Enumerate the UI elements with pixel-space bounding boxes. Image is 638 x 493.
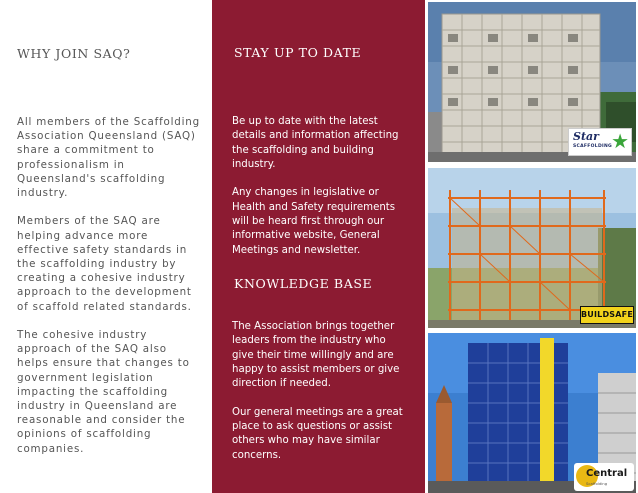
right-column — [425, 0, 638, 493]
buildsafe-logo: BUILDSAFE — [580, 306, 634, 324]
why-join-paragraph-3: The cohesive industry approach of the SAQ also helps ensure that changes to government legislation impacting the scaffolding industry in Queensland are reasonable and consider the opinions of scaffolding companies. — [17, 329, 190, 455]
stay-up-to-date-paragraph-1: Be up to date with the latest details and information affecting the scaffolding and building industry. — [232, 116, 399, 170]
why-join-paragraph-2: Members of the SAQ are helping advance more effective safety standards in the scaffolding industry by creating a cohesive industry approach to the development of scaffold related standards. — [17, 215, 192, 313]
star-logo-title: Star — [573, 130, 599, 143]
stay-up-to-date-paragraph-2: Any changes in legislative or Health and Safety requirements will be heard first through our informative website, General Meetings and newsletter. — [232, 187, 396, 256]
knowledge-base-paragraph-1: The Association brings together leaders from the industry who give their time willingly and are happy to assist members or give direction if needed. — [232, 321, 400, 390]
knowledge-base-body — [232, 320, 407, 477]
knowledge-base-paragraph-2: Our general meetings are a great place to ask questions or assist others who may have similar concerns. — [232, 406, 403, 461]
why-join-heading: WHY JOIN SAQ? — [17, 46, 131, 61]
stay-up-to-date-heading: STAY UP TO DATE — [234, 45, 362, 60]
central-logo-title: Central — [586, 468, 628, 479]
star-scaffolding-logo — [568, 128, 632, 156]
star-logo-subtitle: SCAFFOLDING — [573, 144, 613, 149]
scaffold-building-photo-3 — [428, 333, 636, 493]
star-icon: ★ — [611, 129, 629, 153]
central-scaffolding-logo — [574, 463, 634, 491]
central-logo-subtitle: Scaffolding — [586, 481, 608, 486]
scaffold-building-photo-2 — [428, 168, 636, 328]
why-join-paragraph-1: All members of the Scaffolding Association Queensland (SAQ) share a commitment to professionalism in Queensland's scaffolding industry. — [17, 116, 200, 200]
left-column — [0, 0, 212, 493]
scaffold-building-photo-1 — [428, 2, 636, 162]
why-join-body — [17, 115, 202, 470]
middle-column — [212, 0, 425, 493]
knowledge-base-heading: KNOWLEDGE BASE — [234, 276, 373, 291]
stay-up-to-date-body — [232, 115, 407, 272]
